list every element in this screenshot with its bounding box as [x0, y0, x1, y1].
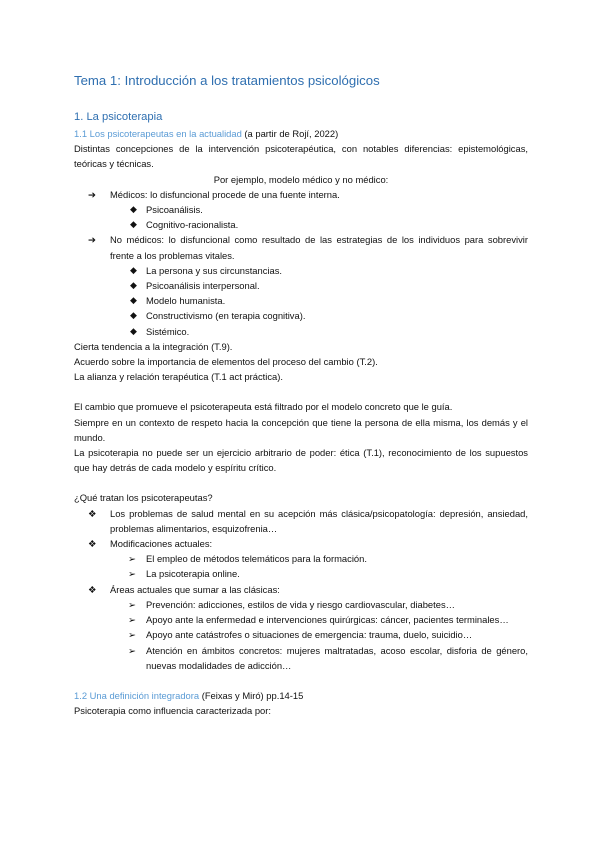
list-item	[74, 551, 528, 566]
text-line-acuerdo: Acuerdo sobre la importancia de elementos del proceso del cambio (T.2).	[74, 356, 378, 368]
subsection-source-1-2: (Feixas y Miró) pp.14-15	[199, 689, 304, 701]
diamond-icon: ◆	[130, 310, 137, 321]
paragraph-poder: La psicoterapia no puede ser un ejercicio arbitrario de poder: ética (T.1), reconocimiento de los supuestos que hay detrás de cada modelo y espíritu crítico.	[74, 447, 528, 474]
arrow-icon: ➔	[88, 234, 96, 246]
list-item-text: La persona y sus circunstancias.	[146, 264, 283, 276]
list-item	[74, 308, 528, 323]
chevron-right-icon: ➢	[128, 614, 136, 626]
subsection-heading-1-1	[74, 126, 528, 141]
diamond-icon: ◆	[130, 264, 137, 275]
text-line-alianza: La alianza y relación terapéutica (T.1 act práctica).	[74, 371, 283, 383]
section-heading-psicoterapia: 1. La psicoterapia	[74, 111, 163, 123]
spacer	[74, 475, 528, 490]
list-item	[74, 627, 528, 642]
list-item-text: Apoyo ante la enfermedad e intervenciones quirúrgicas: cáncer, pacientes terminales…	[146, 614, 509, 626]
chevron-right-icon: ➢	[128, 629, 136, 641]
list-item-text: Psicoanálisis interpersonal.	[146, 280, 260, 292]
subsection-heading-1-2	[74, 688, 528, 703]
list-item-text: Psicoanálisis.	[146, 204, 203, 216]
list-item-text: Modificaciones actuales:	[110, 538, 213, 550]
list-item	[74, 643, 528, 673]
subsection-label-1-2: 1.2 Una definición integradora	[74, 689, 200, 701]
list-item	[74, 293, 528, 308]
list-item-text: Apoyo ante catástrofes o situaciones de emergencia: trauma, duelo, suicidio…	[146, 629, 473, 641]
chevron-right-icon: ➢	[128, 553, 136, 565]
spacer	[74, 673, 528, 688]
list-item-no-medicos	[74, 232, 528, 262]
list-item-text: No médicos: lo disfuncional como resultado de las estrategias de los individuos para sobrevivir frente a los problemas vitales.	[110, 234, 528, 261]
question-line: ¿Qué tratan los psicoterapeutas?	[74, 492, 213, 504]
document-title: Tema 1: Introducción a los tratamientos psicológicos	[74, 73, 380, 88]
diamond-icon: ◆	[130, 280, 137, 291]
spacer	[74, 384, 528, 399]
chevron-right-icon: ➢	[128, 598, 136, 610]
chevron-right-icon: ➢	[128, 644, 136, 656]
star-bullet-icon: ❖	[88, 583, 97, 595]
list-item-text: Sistémico.	[146, 325, 190, 337]
diamond-icon: ◆	[130, 325, 137, 336]
star-bullet-icon: ❖	[88, 538, 97, 550]
arrow-icon: ➔	[88, 188, 96, 200]
list-item	[74, 202, 528, 217]
list-item-modificaciones	[74, 536, 528, 551]
list-item	[74, 324, 528, 339]
list-item-text: Médicos: lo disfuncional procede de una fuente interna.	[110, 188, 340, 200]
list-item	[74, 278, 528, 293]
list-item	[74, 263, 528, 278]
model-list	[74, 187, 528, 339]
intro-paragraph: Distintas concepciones de la intervención psicoterapéutica, con notables diferencias: epistemológicas, teóricas y técnicas.	[74, 143, 528, 170]
diamond-icon: ◆	[130, 219, 137, 230]
list-item-text: Áreas actuales que sumar a las clásicas:	[110, 583, 280, 595]
text-line-integracion: Cierta tendencia a la integración (T.9).	[74, 340, 233, 352]
diamond-icon: ◆	[130, 295, 137, 306]
list-item	[74, 597, 528, 612]
paragraph-respeto: Siempre en un contexto de respeto hacia la concepción que tiene la persona de ella misma, los demás y el mundo.	[74, 416, 528, 443]
list-item	[74, 217, 528, 232]
list-item	[74, 612, 528, 627]
list-item-text: La psicoterapia online.	[146, 568, 240, 580]
example-line: Por ejemplo, modelo médico y no médico:	[213, 173, 389, 185]
list-item-text: Constructivismo (en terapia cognitiva).	[146, 310, 306, 322]
paragraph-cambio: El cambio que promueve el psicoterapeuta está filtrado por el modelo concreto que le guía.	[74, 401, 453, 413]
subsection-label-1-1: 1.1 Los psicoterapeutas en la actualidad	[74, 128, 242, 139]
definition-line: Psicoterapia como influencia caracterizada por:	[74, 705, 271, 717]
question-list	[74, 506, 528, 673]
star-bullet-icon: ❖	[88, 507, 97, 519]
list-item-text: El empleo de métodos telemáticos para la formación.	[146, 553, 367, 565]
list-item-text: Prevención: adicciones, estilos de vida y riesgo cardiovascular, diabetes…	[146, 598, 456, 610]
list-item	[74, 566, 528, 581]
list-item-medicos	[74, 187, 528, 202]
list-item-text: Los problemas de salud mental en su acepción más clásica/psicopatología: depresión, ansiedad, problemas alimentarios, esquizofrenia…	[110, 507, 528, 534]
list-item-problemas	[74, 506, 528, 536]
list-item-text: Cognitivo-racionalista.	[146, 219, 239, 231]
chevron-right-icon: ➢	[128, 568, 136, 580]
diamond-icon: ◆	[130, 204, 137, 215]
list-item-text: Atención en ámbitos concretos: mujeres maltratadas, acoso escolar, disforia de género, nuevas modalidades de adicción…	[146, 644, 528, 671]
subsection-source-1-1: (a partir de Rojí, 2022)	[241, 128, 339, 139]
list-item-text: Modelo humanista.	[146, 295, 226, 307]
list-item-areas	[74, 582, 528, 597]
